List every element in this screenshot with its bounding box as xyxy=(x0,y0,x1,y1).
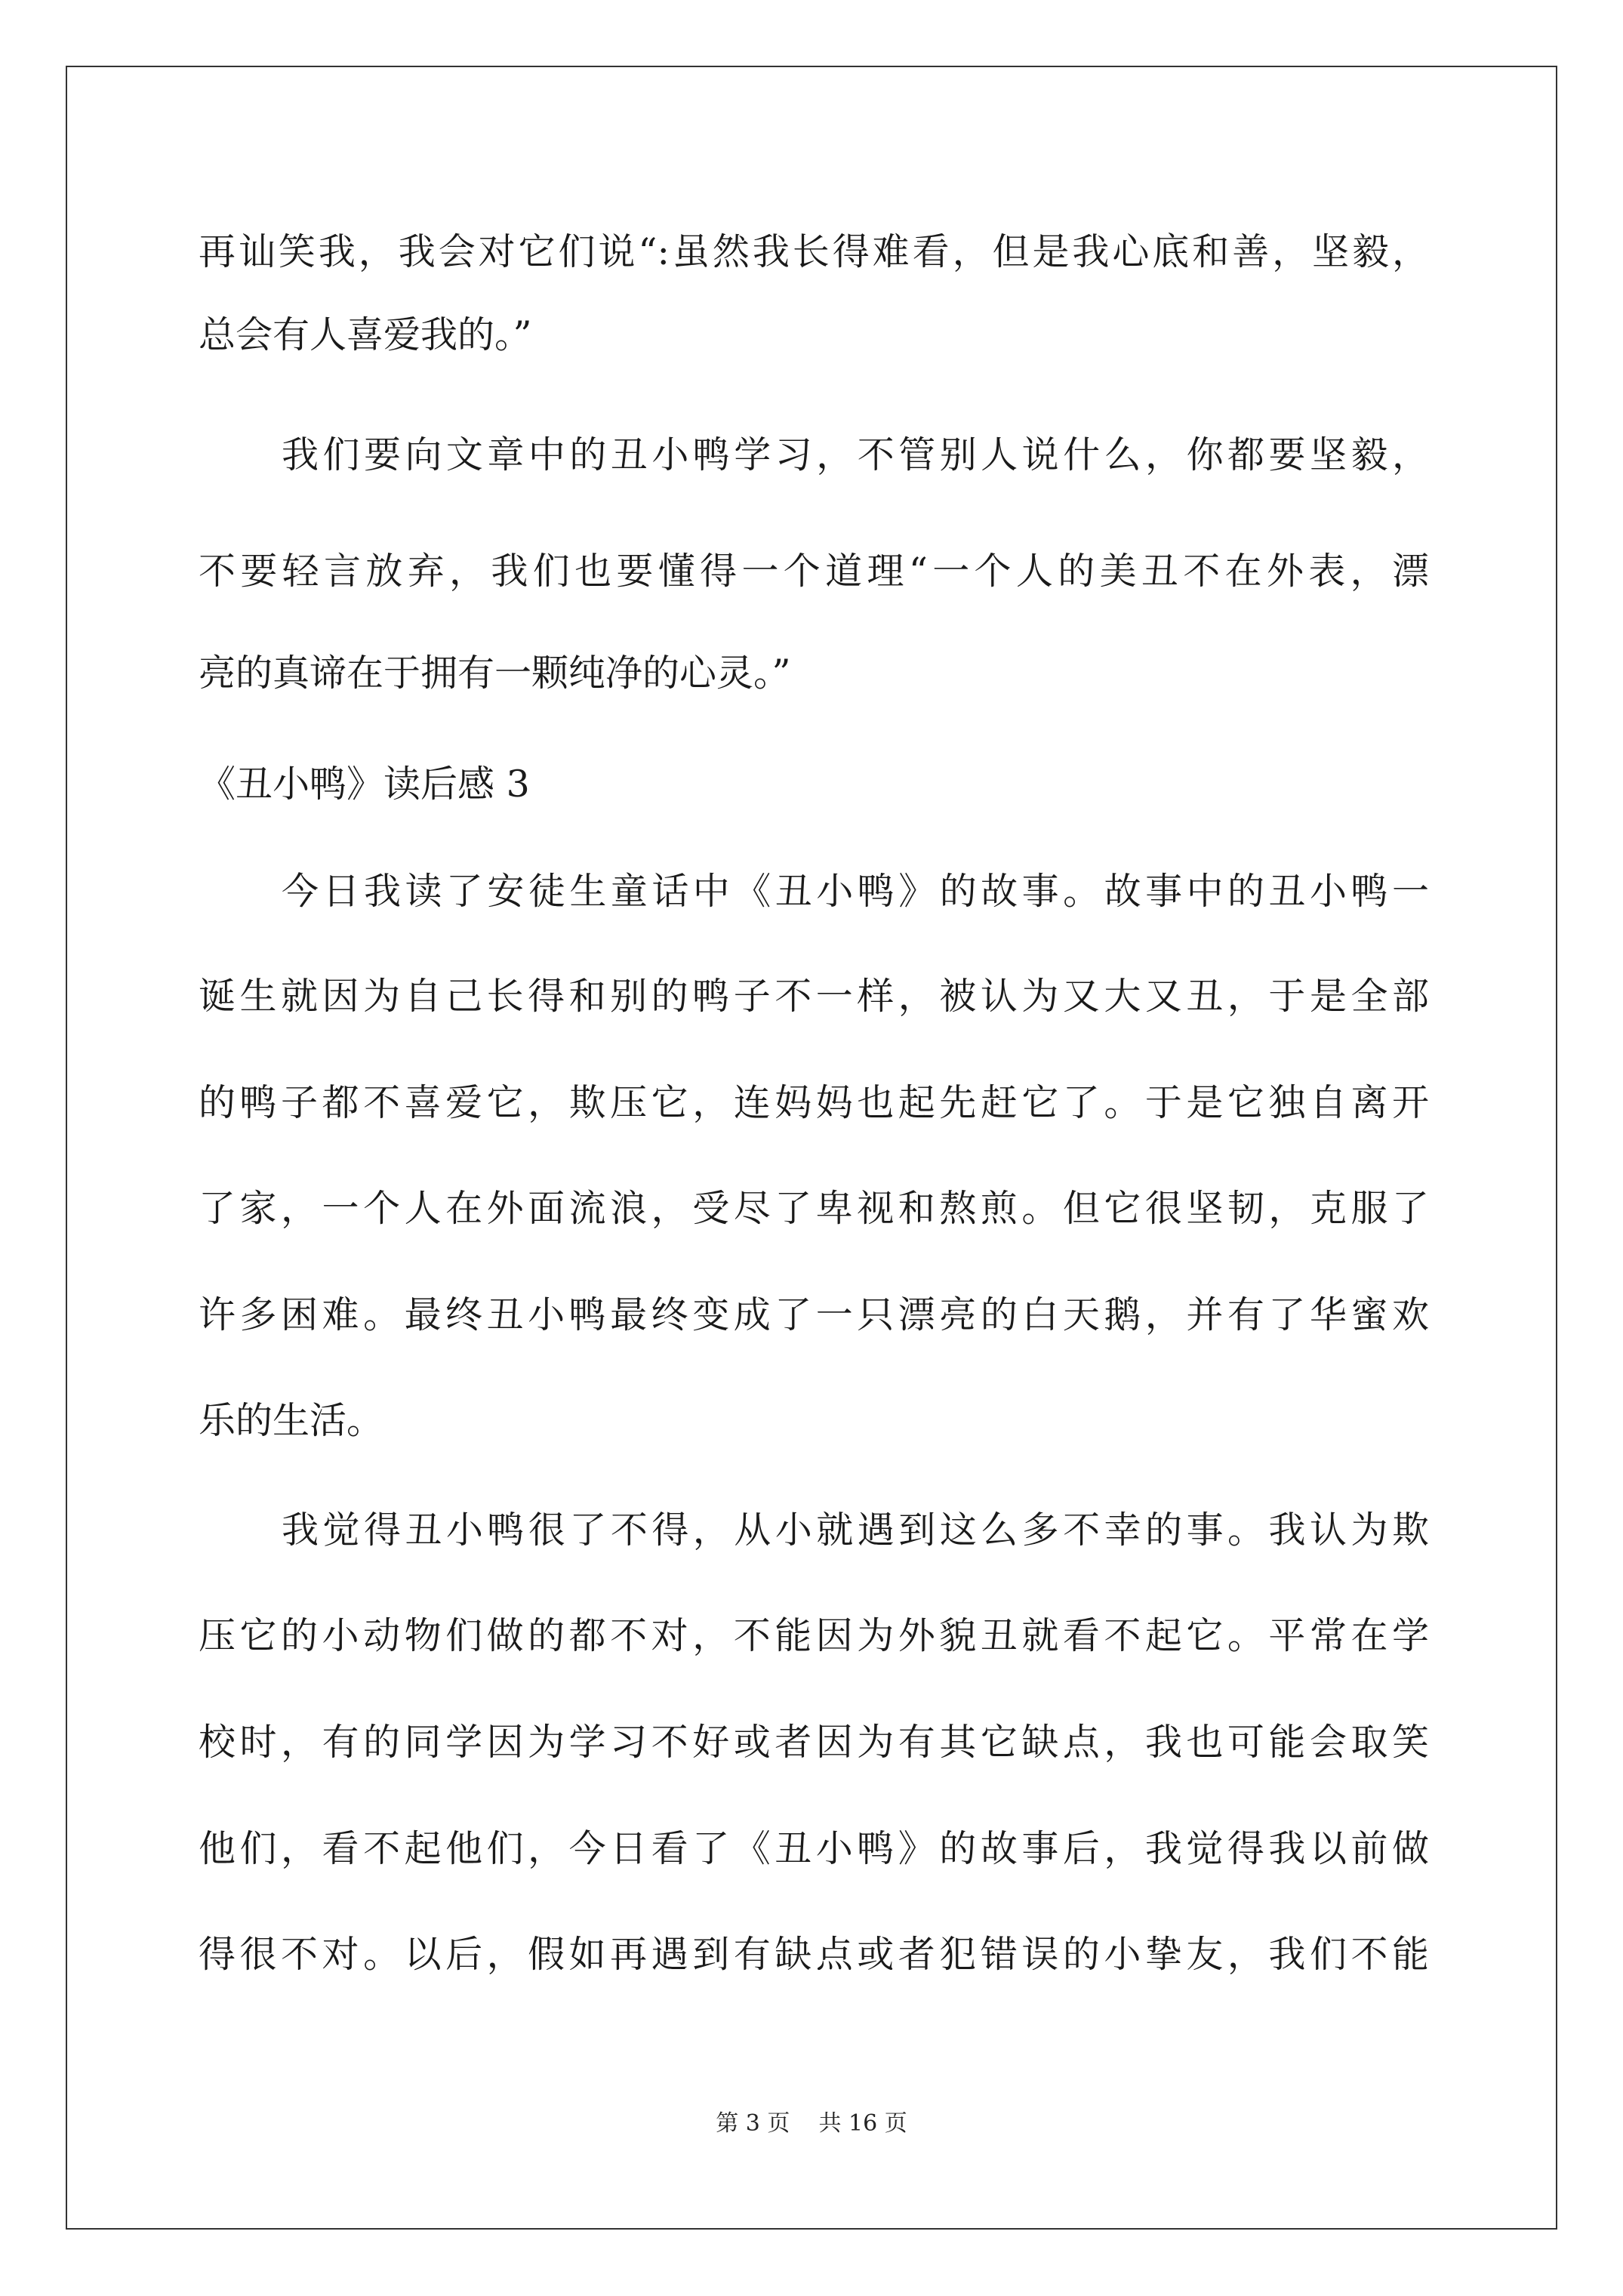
body-text-line: 亮的真谛在于拥有一颗纯净的心灵。” xyxy=(199,652,791,695)
section-heading: 《丑小鸭》读后感 3 xyxy=(199,763,530,806)
body-text-line: 压它的小动物们做的都不对，不能因为外貌丑就看不起它。平常在学 xyxy=(199,1614,1429,1657)
body-text-line: 许多困难。最终丑小鸭最终变成了一只漂亮的白天鹅，并有了华蜜欢 xyxy=(199,1293,1429,1336)
body-text-line: 的鸭子都不喜爱它，欺压它，连妈妈也起先赶它了。于是它独自离开 xyxy=(199,1081,1429,1124)
page-border xyxy=(66,66,1557,2230)
paragraph-first-line: 今日我读了安徒生童话中《丑小鸭》的故事。故事中的丑小鸭一 xyxy=(282,870,1429,913)
body-text-line: 总会有人喜爱我的。” xyxy=(199,313,532,356)
paragraph-first-line: 我觉得丑小鸭很了不得，从小就遇到这么多不幸的事。我认为欺 xyxy=(282,1509,1429,1552)
body-text-line: 校时，有的同学因为学习不好或者因为有其它缺点，我也可能会取笑 xyxy=(199,1721,1429,1764)
body-text-line: 了家，一个人在外面流浪，受尽了卑视和熬煎。但它很坚韧，克服了 xyxy=(199,1187,1429,1230)
page-number-footer: 第 3 页 共 16 页 xyxy=(716,2110,907,2137)
body-text-line: 再讪笑我，我会对它们说“:虽然我长得难看，但是我心底和善，坚毅， xyxy=(199,230,1429,273)
body-text-line: 诞生就因为自己长得和别的鸭子不一样，被认为又大又丑，于是全部 xyxy=(199,975,1429,1018)
body-text-line: 他们，看不起他们，今日看了《丑小鸭》的故事后，我觉得我以前做 xyxy=(199,1827,1429,1870)
body-text-line: 得很不对。以后，假如再遇到有缺点或者犯错误的小挚友，我们不能 xyxy=(199,1933,1429,1976)
body-text-line: 不要轻言放弃，我们也要懂得一个道理“一个人的美丑不在外表，漂 xyxy=(199,550,1429,593)
body-text-line: 乐的生活。 xyxy=(199,1399,384,1442)
paragraph-first-line: 我们要向文章中的丑小鸭学习，不管别人说什么，你都要坚毅， xyxy=(282,433,1429,476)
